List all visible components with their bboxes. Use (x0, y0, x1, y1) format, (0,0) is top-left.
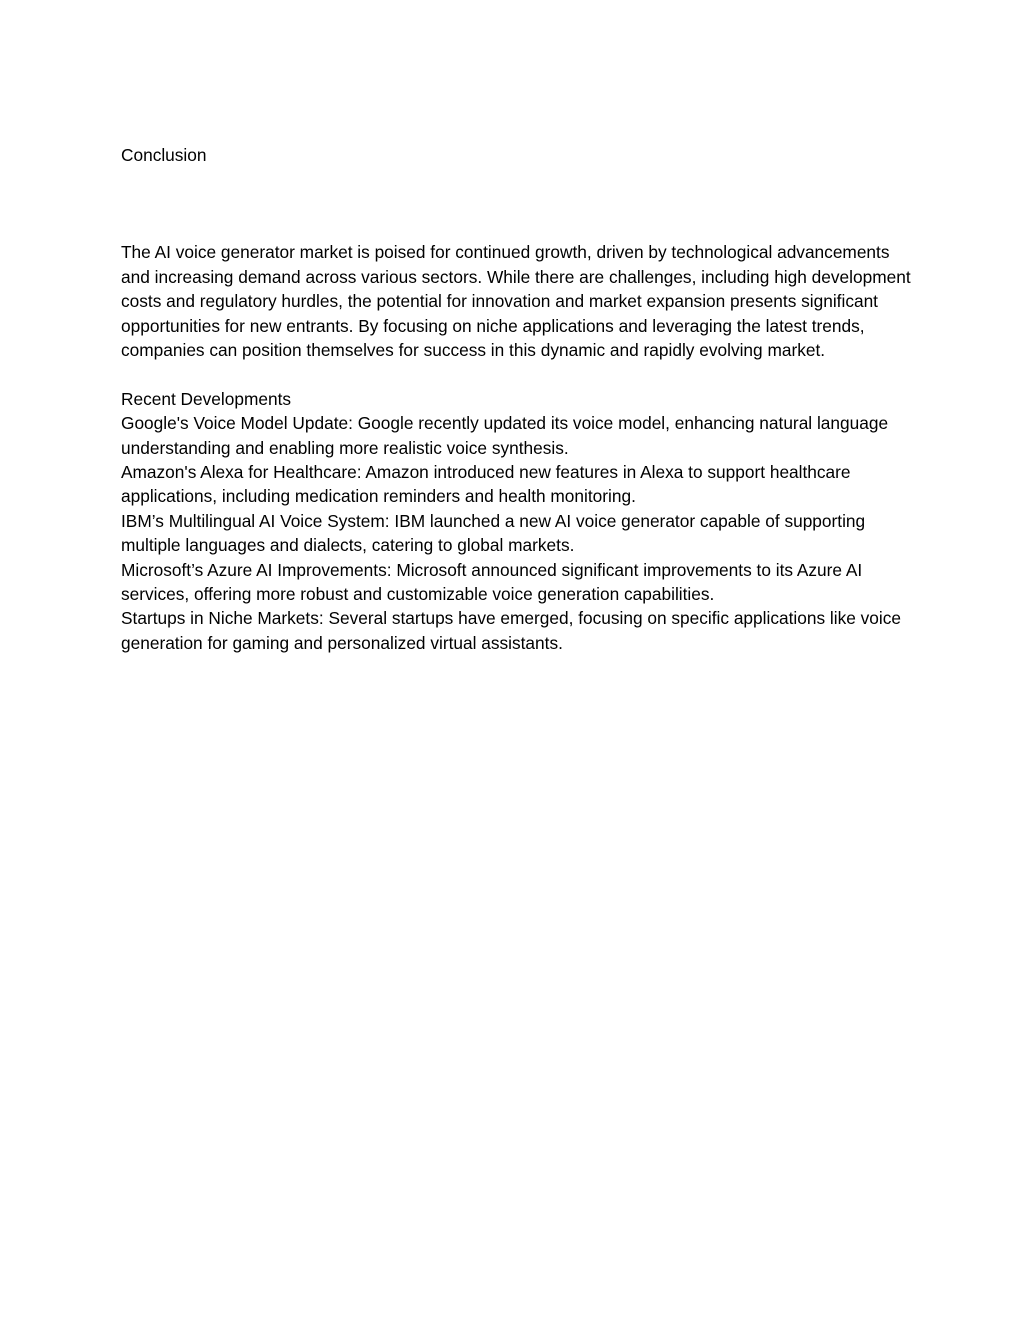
conclusion-heading: Conclusion (121, 145, 207, 165)
recent-developments-heading: Recent Developments (121, 388, 292, 409)
conclusion-paragraph: The AI voice generator market is poised for continued growth, driven by technological advancements and increasing demand across various sectors. While there are challenges, including high development costs and regulatory hurdles, the potential for innovation and market expansion presents significant opportunities for new entrants. By focusing on niche applications and leveraging the latest trends, companies can position themselves for success in this dynamic and rapidly evolving market. (121, 242, 911, 361)
development-item-microsoft: Microsoft’s Azure AI Improvements: Microsoft announced significant improvements to its Azure AI services, offering more robust and customizable voice generation capabilities. (121, 559, 863, 605)
development-item-startups: Startups in Niche Markets: Several startups have emerged, focusing on specific applications like voice generation for gaming and personalized virtual assistants. (121, 608, 901, 653)
document-page (121, 143, 911, 655)
development-item-google: Google's Voice Model Update: Google recently updated its voice model, enhancing natural language understanding and enabling more realistic voice synthesis. (121, 413, 889, 458)
development-item-amazon: Amazon's Alexa for Healthcare: Amazon introduced new features in Alexa to support healthcare applications, including medication reminders and health monitoring. (121, 462, 851, 507)
recent-developments-section (121, 387, 911, 655)
development-item-ibm: IBM’s Multilingual AI Voice System: IBM launched a new AI voice generator capable of supporting multiple languages and dialects, catering to global markets. (121, 510, 866, 556)
